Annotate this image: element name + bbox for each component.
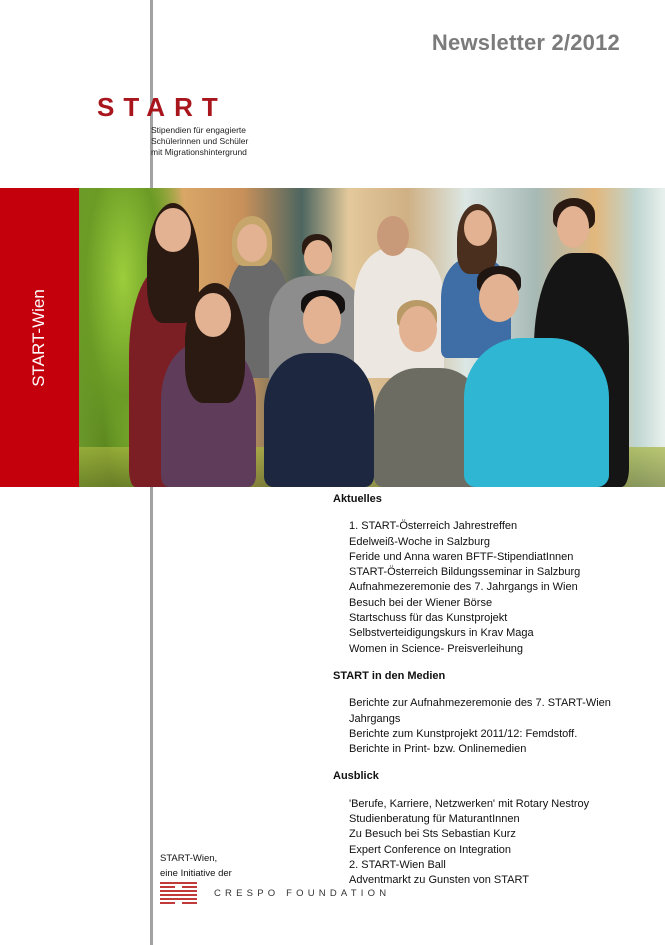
toc-item[interactable]: Zu Besuch bei Sts Sebastian Kurz	[349, 828, 516, 841]
toc-item[interactable]: Edelweiß-Woche in Salzburg	[349, 535, 491, 548]
toc-item[interactable]: Expert Conference on Integration	[349, 843, 512, 856]
start-logo	[97, 92, 249, 157]
toc-item[interactable]: Berichte zur Aufnahmezeremonie des 7. START-Wien Jahrgangs	[349, 697, 611, 725]
table-of-contents	[333, 492, 653, 901]
initiative-line: eine Initiative der	[160, 868, 232, 879]
toc-item[interactable]: Women in Science- Preisverleihung	[349, 642, 524, 655]
initiative-line: START-Wien,	[160, 853, 218, 864]
section-ausblick	[333, 769, 653, 888]
section-items	[333, 797, 653, 889]
initiative-note	[160, 851, 232, 881]
crespo-foundation-logo	[160, 882, 390, 904]
toc-item[interactable]: Feride und Anna waren BFTF-StipendiatInnen	[349, 550, 574, 563]
section-items	[333, 519, 653, 657]
toc-item[interactable]: Startschuss für das Kunstprojekt	[349, 612, 508, 625]
section-aktuelles	[333, 492, 653, 657]
crespo-stripes-icon	[160, 882, 197, 904]
section-heading: Ausblick	[333, 770, 379, 783]
toc-item[interactable]: Studienberatung für MaturantInnen	[349, 813, 520, 826]
start-logo-wordmark: START	[97, 92, 227, 122]
section-heading: Aktuelles	[333, 493, 382, 505]
section-medien	[333, 669, 653, 757]
toc-item[interactable]: 2. START-Wien Ball	[349, 858, 446, 871]
section-items	[333, 696, 653, 757]
tagline-line: mit Migrationshintergrund	[151, 147, 247, 157]
toc-item[interactable]: Selbstverteidigungskurs in Krav Maga	[349, 627, 534, 640]
section-heading: START in den Medien	[333, 669, 446, 682]
band-label: START-Wien	[29, 289, 48, 387]
toc-item[interactable]: 1. START-Österreich Jahrestreffen	[349, 520, 518, 533]
crespo-foundation-name: CRESPO FOUNDATION	[214, 887, 391, 899]
toc-item[interactable]: START-Österreich Bildungsseminar in Salzburg	[349, 566, 581, 579]
start-logo-tagline	[151, 125, 291, 158]
start-wien-band	[0, 188, 79, 487]
toc-item[interactable]: Aufnahmezeremonie des 7. Jahrgangs in Wien	[349, 581, 578, 594]
toc-item[interactable]: Berichte zum Kunstprojekt 2011/12: Femdstoff.	[349, 727, 578, 740]
tagline-line: Schülerinnen und Schüler	[151, 136, 249, 146]
tagline-line: Stipendien für engagierte	[151, 125, 246, 135]
toc-item[interactable]: 'Berufe, Karriere, Netzwerken' mit Rotary Nestroy	[349, 797, 590, 810]
toc-item[interactable]: Besuch bei der Wiener Börse	[349, 596, 493, 609]
group-photo	[79, 188, 665, 487]
newsletter-title: Newsletter 2/2012	[431, 30, 620, 55]
toc-item[interactable]: Adventmarkt zu Gunsten von START	[349, 874, 529, 887]
toc-item[interactable]: Berichte in Print- bzw. Onlinemedien	[349, 743, 527, 756]
